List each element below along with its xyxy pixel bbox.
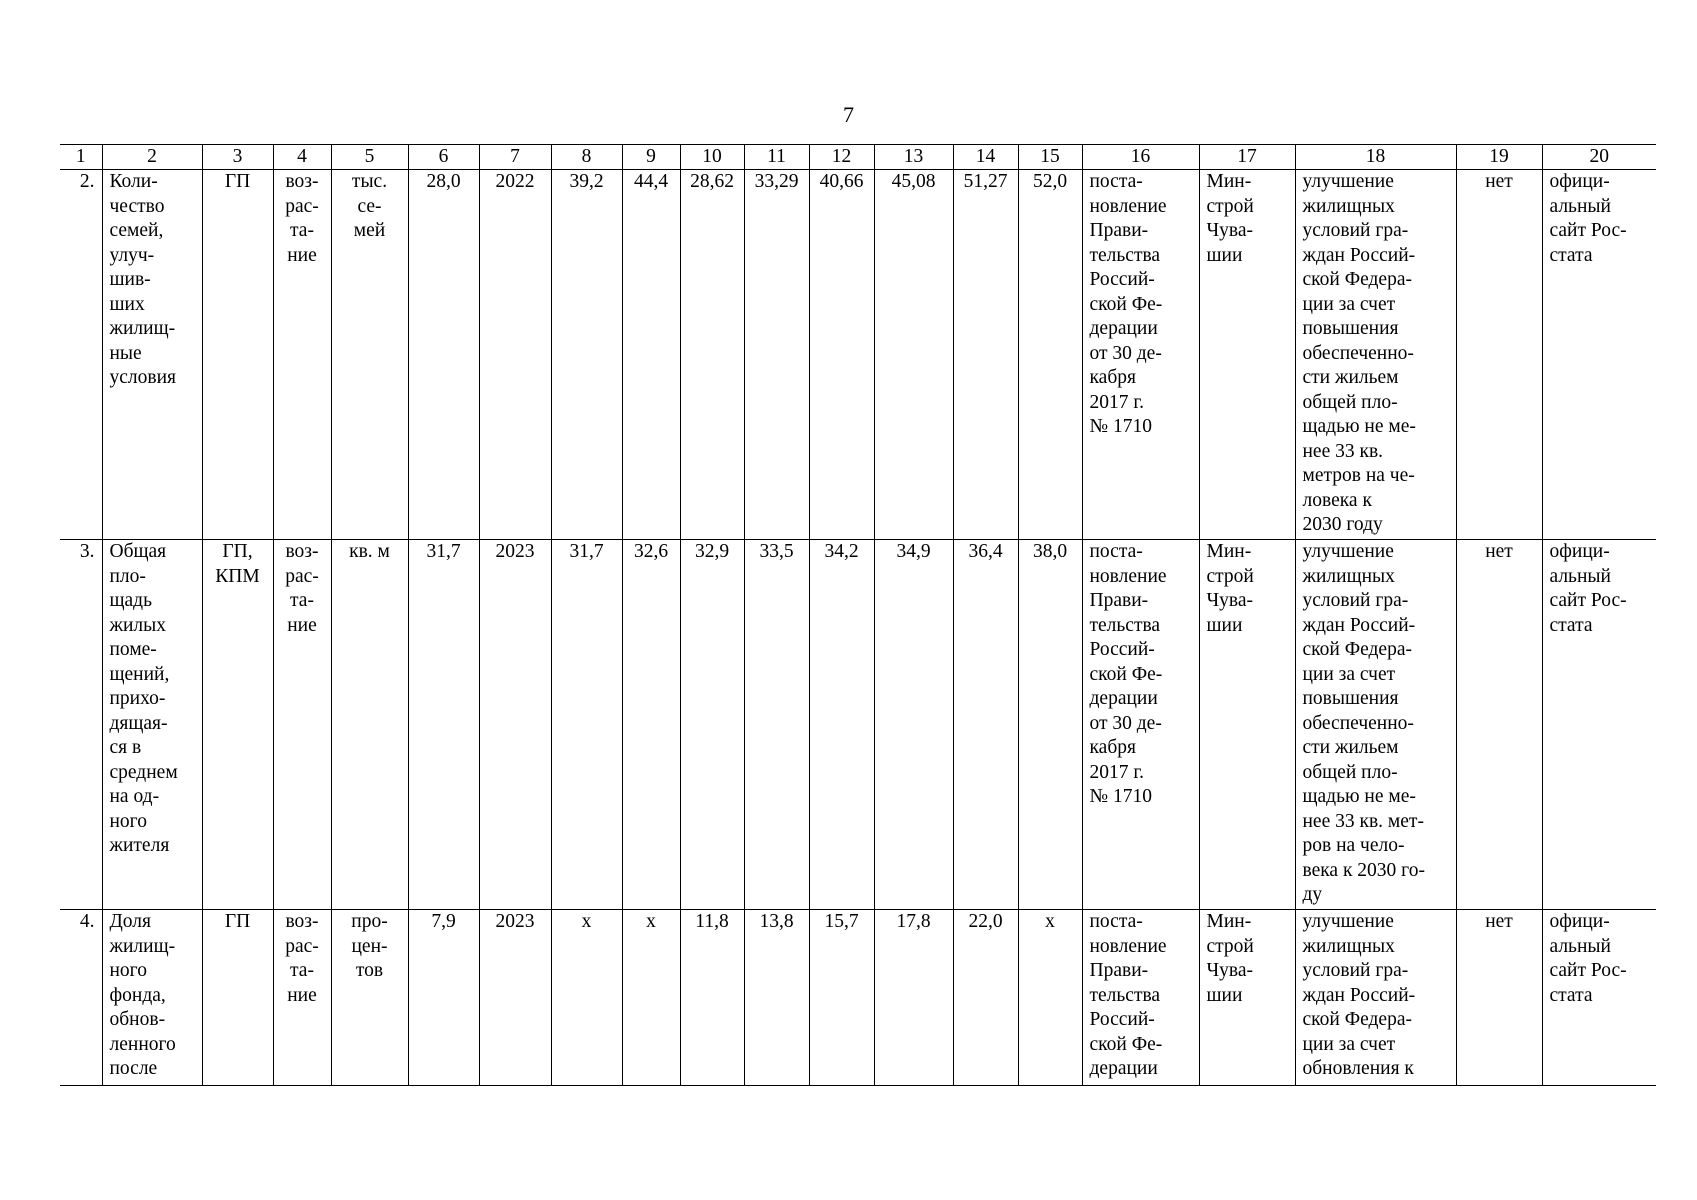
column-number: 5 [331,145,408,170]
indicator-direction: воз- рас- та- ние [273,540,331,910]
value-col-13: 34,9 [874,540,953,910]
indicator-type: ГП [202,170,273,540]
national-goal: улучшение жилищных условий гра- ждан Россий- ской Федера- ции за счет повышения обеспеченно- сти жильем общей пло- щадью не ме- нее 33 кв. метров на че- ловека к 2030 году [1295,170,1456,540]
value-col-8: 39,2 [551,170,622,540]
responsible-body: Мин- строй Чува- шии [1199,540,1295,910]
value-col-10: 11,8 [680,910,744,1086]
column-number: 7 [479,145,551,170]
column-number: 20 [1542,145,1656,170]
value-col-10: 28,62 [680,170,744,540]
legal-document: поста- новление Прави- тельства Россий- ской Фе- дерации от 30 де- кабря 2017 г. № 1710 [1082,540,1199,910]
column-number: 13 [874,145,953,170]
value-col-9: 44,4 [622,170,680,540]
column-number-row [60,145,1656,170]
value-col-14: 36,4 [953,540,1018,910]
column-number: 10 [680,145,744,170]
value-col-14: 51,27 [953,170,1018,540]
column-number: 16 [1082,145,1199,170]
column-number: 3 [202,145,273,170]
value-col-12: 15,7 [809,910,874,1086]
indicator-type: ГП, КПМ [202,540,273,910]
row-number: 2. [60,170,102,540]
row-number: 3. [60,540,102,910]
column-number: 2 [102,145,202,170]
page-number: 7 [843,102,854,127]
table-row [60,540,1656,910]
indicators-table [60,144,1656,1086]
value-col-14: 22,0 [953,910,1018,1086]
value-col-9: 32,6 [622,540,680,910]
legal-document: поста- новление Прави- тельства Россий- ской Фе- дерации [1082,910,1199,1086]
base-year: 2022 [479,170,551,540]
value-col-15: х [1018,910,1082,1086]
base-year: 2023 [479,910,551,1086]
legal-document: поста- новление Прави- тельства Россий- ской Фе- дерации от 30 де- кабря 2017 г. № 1710 [1082,170,1199,540]
data-source: офици- альный сайт Рос- стата [1542,540,1656,910]
value-col-10: 32,9 [680,540,744,910]
data-source: офици- альный сайт Рос- стата [1542,910,1656,1086]
column-number: 14 [953,145,1018,170]
national-goal: улучшение жилищных условий гра- ждан Россий- ской Федера- ции за счет повышения обеспеченно- сти жильем общей пло- щадью не ме- нее 33 кв. мет- ров на чело- века к 2030 го- ду [1295,540,1456,910]
indicator-unit: тыс. се- мей [331,170,408,540]
info-system-flag: нет [1456,910,1542,1086]
column-number: 18 [1295,145,1456,170]
value-col-13: 45,08 [874,170,953,540]
indicator-direction: воз- рас- та- ние [273,170,331,540]
value-col-8: х [551,910,622,1086]
base-value: 31,7 [408,540,479,910]
value-col-11: 13,8 [744,910,809,1086]
column-number: 6 [408,145,479,170]
info-system-flag: нет [1456,170,1542,540]
national-goal: улучшение жилищных условий гра- ждан Россий- ской Федера- ции за счет обновления к [1295,910,1456,1086]
base-value: 7,9 [408,910,479,1086]
indicator-name: Доля жилищ- ного фонда, обнов- ленного после [102,910,202,1086]
base-year: 2023 [479,540,551,910]
column-number: 12 [809,145,874,170]
table-row [60,910,1656,1086]
value-col-8: 31,7 [551,540,622,910]
column-number: 19 [1456,145,1542,170]
value-col-11: 33,29 [744,170,809,540]
indicator-unit: кв. м [331,540,408,910]
indicator-name: Коли- чество семей, улуч- шив- ших жилищ- ные условия [102,170,202,540]
row-number: 4. [60,910,102,1086]
column-number: 1 [60,145,102,170]
value-col-12: 34,2 [809,540,874,910]
indicator-type: ГП [202,910,273,1086]
column-number: 11 [744,145,809,170]
column-number: 4 [273,145,331,170]
column-number: 17 [1199,145,1295,170]
info-system-flag: нет [1456,540,1542,910]
data-source: офици- альный сайт Рос- стата [1542,170,1656,540]
indicator-name: Общая пло- щадь жилых поме- щений, прихо- дящая- ся в среднем на од- ного жителя [102,540,202,910]
value-col-15: 38,0 [1018,540,1082,910]
table-row [60,170,1656,540]
value-col-13: 17,8 [874,910,953,1086]
value-col-12: 40,66 [809,170,874,540]
value-col-15: 52,0 [1018,170,1082,540]
indicator-unit: про- цен- тов [331,910,408,1086]
column-number: 15 [1018,145,1082,170]
base-value: 28,0 [408,170,479,540]
responsible-body: Мин- строй Чува- шии [1199,910,1295,1086]
value-col-9: х [622,910,680,1086]
column-number: 8 [551,145,622,170]
indicator-direction: воз- рас- та- ние [273,910,331,1086]
value-col-11: 33,5 [744,540,809,910]
responsible-body: Мин- строй Чува- шии [1199,170,1295,540]
column-number: 9 [622,145,680,170]
